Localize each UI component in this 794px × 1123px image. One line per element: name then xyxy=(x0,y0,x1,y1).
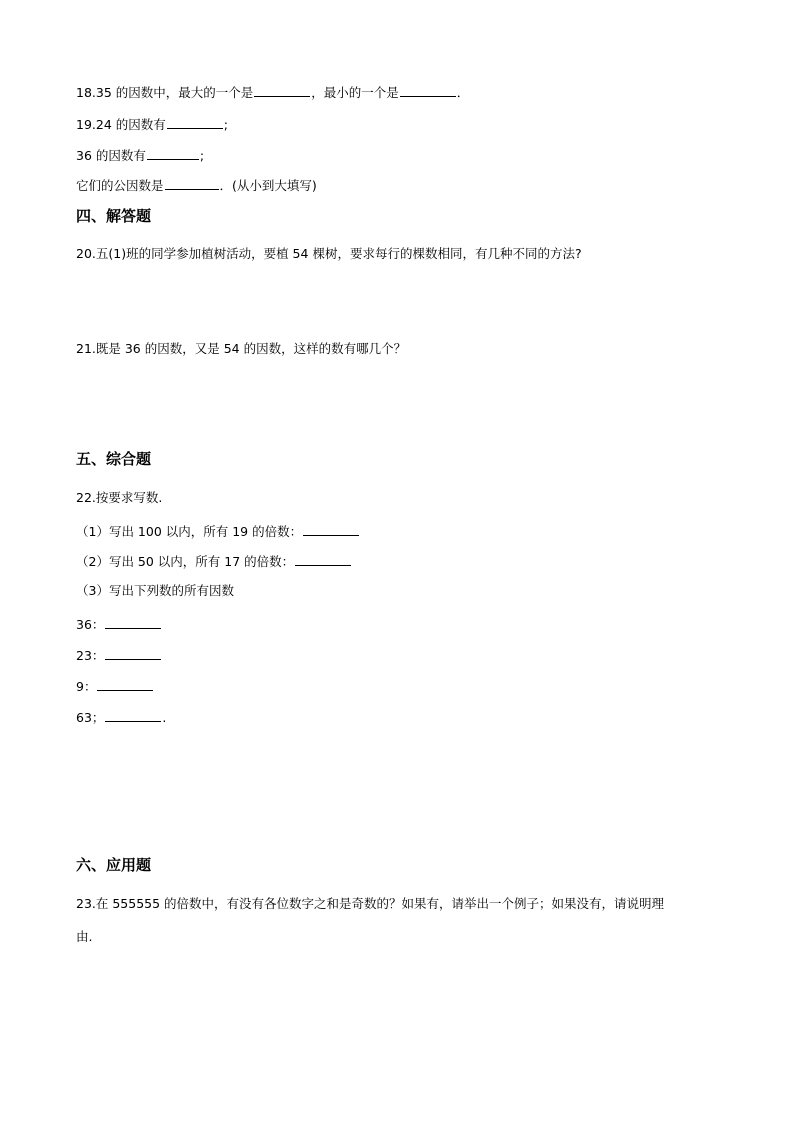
question-21: 21.既是 36 的因数，又是 54 的因数，这样的数有哪几个？ xyxy=(76,341,407,356)
factor-36-row xyxy=(76,614,162,634)
question-23-line2: 由. xyxy=(76,929,93,944)
answer-blank[interactable] xyxy=(254,82,310,97)
factor-23-label: 23： xyxy=(76,648,105,663)
q18-suffix: ． xyxy=(456,85,470,100)
question-19-line1 xyxy=(76,114,228,134)
section-6-heading: 六、应用题 xyxy=(76,856,152,874)
answer-blank[interactable] xyxy=(105,707,161,722)
section-5-heading: 五、综合题 xyxy=(76,450,152,468)
answer-blank[interactable] xyxy=(165,175,219,190)
q19-line2-suffix: ; xyxy=(199,148,205,163)
answer-blank[interactable] xyxy=(303,521,359,536)
factor-63-label: 63； xyxy=(76,710,105,725)
answer-blank[interactable] xyxy=(167,114,223,129)
factor-63-row xyxy=(76,707,166,727)
q19-line1-prefix: 19.24 的因数有 xyxy=(76,117,166,132)
question-22-sub1 xyxy=(76,521,360,541)
q19-line1-suffix: ; xyxy=(223,117,228,132)
answer-blank[interactable] xyxy=(97,676,153,691)
question-19-line3 xyxy=(76,175,317,195)
q19-line3-prefix: 它们的公因数是 xyxy=(76,178,164,193)
q19-line3-suffix: ．(从小到大填写) xyxy=(219,178,317,193)
answer-blank[interactable] xyxy=(400,82,456,97)
question-19-line2 xyxy=(76,145,204,165)
question-22-sub3: （3）写出下列数的所有因数 xyxy=(76,583,234,598)
question-22-sub2 xyxy=(76,551,352,571)
q18-prefix: 18.35 的因数中，最大的一个是 xyxy=(76,85,254,100)
factor-36-label: 36： xyxy=(76,617,105,632)
q22-sub2-label: （2）写出 50 以内，所有 17 的倍数： xyxy=(76,554,295,569)
factor-63-suffix: . xyxy=(162,710,167,725)
answer-blank[interactable] xyxy=(105,614,161,629)
question-20: 20.五(1)班的同学参加植树活动，要植 54 棵树，要求每行的棵数相同，有几种不同的方法? xyxy=(76,246,582,261)
section-4-heading: 四、解答题 xyxy=(76,207,152,225)
q22-sub1-label: （1）写出 100 以内，所有 19 的倍数： xyxy=(76,524,303,539)
factor-23-row xyxy=(76,645,162,665)
question-18 xyxy=(76,82,469,102)
answer-blank[interactable] xyxy=(147,145,199,160)
question-23-line1: 23.在 555555 的倍数中，有没有各位数字之和是奇数的？如果有，请举出一个例子；如果没有，请说明理 xyxy=(76,896,665,911)
q18-mid: ，最小的一个是 xyxy=(311,85,399,100)
q19-line2-prefix: 36 的因数有 xyxy=(76,148,146,163)
answer-blank[interactable] xyxy=(295,551,351,566)
factor-9-label: 9： xyxy=(76,679,97,694)
factor-9-row xyxy=(76,676,154,696)
question-22-intro: 22.按要求写数. xyxy=(76,490,163,505)
answer-blank[interactable] xyxy=(105,645,161,660)
